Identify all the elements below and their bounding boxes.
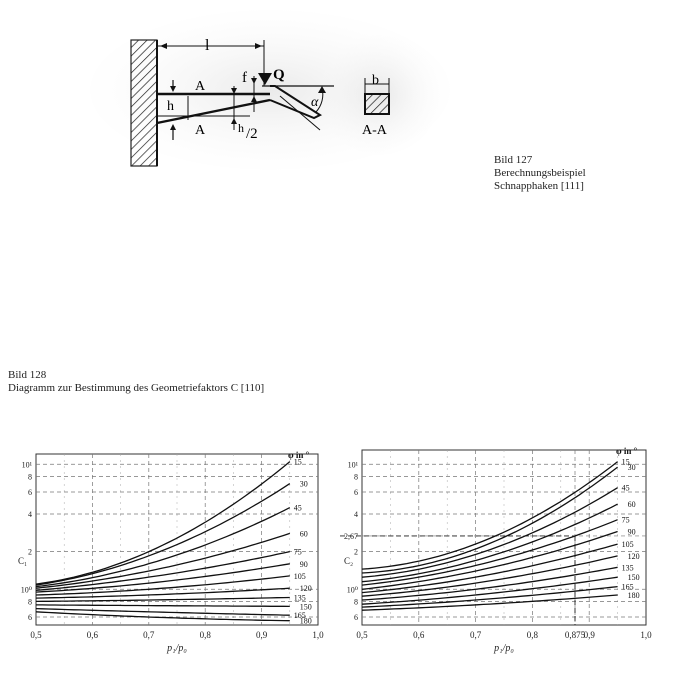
y-axis-label: C₁ [18, 555, 28, 566]
y-tick-label: 4 [28, 510, 32, 520]
y-tick-label: 10¹ [21, 460, 32, 470]
series-label-105: 105 [621, 540, 634, 550]
figure-128-line1: Diagramm zur Bestimmung des Geometriefaktors C [110] [8, 382, 265, 394]
series-line-75 [36, 552, 290, 591]
y-tick-label: 10¹ [347, 460, 358, 470]
series-line-75 [362, 520, 618, 585]
series-label-90: 90 [627, 527, 636, 537]
series-line-180 [36, 612, 290, 621]
x-tick-label: 1,0 [312, 630, 324, 640]
x-tick-label: 0,8 [526, 630, 539, 640]
cross-section [365, 94, 389, 114]
x-axis-label: p₁/p₀ [494, 643, 514, 654]
series-label-15: 15 [621, 457, 630, 467]
label-half-height-num: h [238, 121, 244, 135]
label-deflection: f [242, 70, 247, 86]
label-width: b [372, 73, 379, 88]
y-tick-label: 2 [28, 547, 32, 557]
figure-127-line1: Berechnungsbeispiel [494, 167, 586, 179]
x-tick-label: 0,6 [86, 630, 99, 640]
y-tick-label: 2 [354, 547, 358, 557]
series-label-45: 45 [293, 503, 302, 513]
x-tick-label: 0,7 [143, 630, 155, 640]
label-force: Q [273, 67, 285, 83]
series-label-180: 180 [627, 590, 640, 600]
series-label-45: 45 [621, 483, 630, 493]
series-label-135: 135 [293, 593, 306, 603]
x-tick-label: 0,6 [413, 630, 425, 640]
series-label-75: 75 [621, 515, 630, 525]
y-tick-label: 8 [354, 597, 358, 607]
y-tick-label: 6 [354, 488, 358, 497]
figure-128-title: Bild 128 [8, 369, 47, 381]
figure-127-caption [494, 154, 586, 193]
series-label-15: 15 [293, 457, 302, 467]
series-label-120: 120 [627, 551, 640, 561]
x-tick-label: 0,9 [583, 630, 595, 640]
series-label-75: 75 [293, 547, 302, 557]
series-label-60: 60 [299, 529, 308, 539]
figure-127-line2: Schnapphaken [111] [494, 180, 584, 192]
series-label-135: 135 [621, 563, 634, 573]
series-label-165: 165 [621, 582, 634, 592]
y-tick-label: 10⁰ [20, 585, 32, 595]
wall [131, 40, 157, 166]
y-tick-label: 10⁰ [346, 585, 358, 595]
x-tick-label: 0,8 [199, 630, 211, 640]
x-tick-label: 0,5 [30, 630, 42, 640]
figure-127-title: Bild 127 [494, 154, 533, 166]
x-tick-label: 0,875 [564, 630, 586, 640]
x-tick-label: 0,9 [255, 630, 268, 640]
y-tick-label: 6 [28, 488, 32, 497]
label-half-height-den: /2 [246, 126, 258, 142]
series-line-30 [362, 467, 618, 573]
series-line-15 [36, 462, 290, 584]
series-label-105: 105 [293, 571, 306, 581]
label-height: h [167, 99, 174, 114]
y-tick-label: 6 [354, 613, 358, 622]
y-tick-label: 8 [28, 472, 32, 482]
chart-c1 [0, 440, 340, 675]
label-section-top: A [195, 79, 206, 94]
y-tick-label: 2,67 [344, 531, 358, 541]
snap-hook-drawing [0, 0, 676, 240]
y-axis-label: C₂ [344, 555, 354, 566]
label-angle: α [311, 95, 319, 110]
legend-title: φ in ° [288, 450, 310, 460]
y-tick-label: 8 [28, 597, 32, 607]
series-label-60: 60 [627, 500, 636, 510]
legend-title: φ in ° [616, 446, 638, 456]
label-section-bottom: A [195, 123, 206, 138]
x-axis-label: p₁/p₀ [167, 643, 187, 654]
x-tick-label: 0,5 [356, 630, 368, 640]
series-label-180: 180 [299, 616, 312, 626]
series-line-150 [36, 605, 290, 607]
series-label-90: 90 [299, 559, 308, 569]
chart-c2 [338, 440, 676, 675]
x-tick-label: 1,0 [640, 630, 652, 640]
figure-128-caption [8, 369, 264, 395]
series-label-120: 120 [299, 584, 312, 594]
series-label-165: 165 [293, 611, 306, 621]
series-label-30: 30 [299, 479, 308, 489]
series-label-150: 150 [627, 573, 640, 583]
series-line-15 [362, 462, 618, 569]
label-length: l [205, 37, 210, 54]
series-line-135 [36, 598, 290, 602]
x-tick-label: 0,7 [469, 630, 482, 640]
y-tick-label: 8 [354, 472, 358, 482]
series-label-30: 30 [627, 463, 636, 473]
series-label-150: 150 [299, 602, 312, 612]
y-tick-label: 6 [28, 613, 32, 622]
label-section-view: A-A [362, 123, 387, 138]
y-tick-label: 4 [354, 510, 358, 520]
